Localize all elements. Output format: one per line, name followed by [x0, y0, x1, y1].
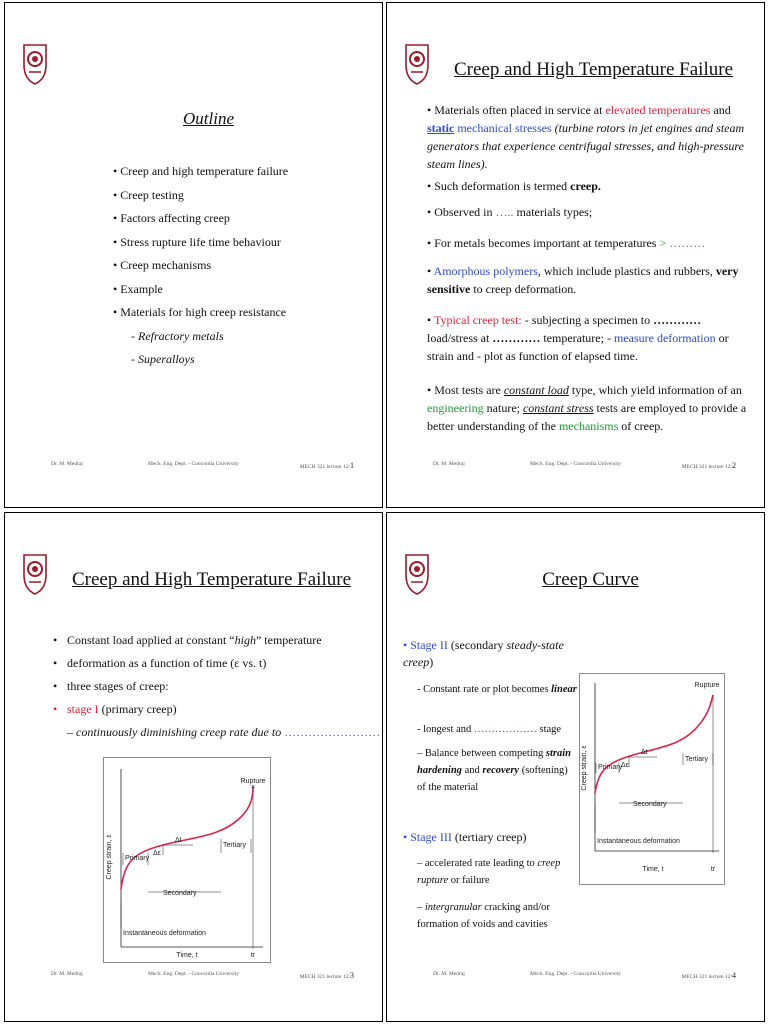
x-axis-label: Time, t [176, 952, 198, 959]
slide-footer [387, 971, 764, 985]
paragraph: • Typical creep test: - subjecting a specimen to ………… load/stress at ………… temperature; - measure deformation or strain and - plot as function of elapsed time. [427, 313, 729, 363]
slide-footer [5, 971, 382, 985]
list-item: – continuously diminishing creep rate due to …………………… [67, 725, 381, 739]
instantaneous-deformation-label: Instantaneous deformation [123, 930, 206, 937]
list-subitem: – accelerated rate leading to creep rupture or failure [417, 858, 561, 886]
paragraph: • Materials often placed in service at elevated temperatures and static mechanical stresses (turbine rotors in jet engines and steam generators that experience centrifugal stresses, and high-pressure steam lines). [427, 103, 745, 171]
y-axis-label: Creep strain, ε [106, 834, 113, 880]
slide-title: Outline [183, 109, 234, 128]
list-subitem: - Superalloys [131, 352, 195, 366]
footer-course: MECH 321 lecture 12/2 [681, 461, 736, 470]
delta-e-label: Δε [621, 762, 629, 769]
list-item: • Stress rupture life time behaviour [113, 234, 281, 249]
list-item: • Materials for high creep resistance [113, 305, 287, 319]
primary-label: Primary [598, 764, 623, 771]
slide-3 [4, 512, 383, 1022]
bullet-list [53, 629, 380, 744]
rupture-label: Rupture [240, 778, 266, 785]
x-axis-label: Time, t [642, 866, 664, 873]
delta-t-label: Δt [641, 749, 648, 756]
paragraph: • Most tests are constant load type, which yield information of an engineering nature; constant stress tests are employed to provide a better understanding of the mechanisms of creep. [427, 383, 747, 433]
paragraph: • Amorphous polymers, which include plastics and rubbers, very sensitive to creep deformation. [427, 264, 739, 296]
footer-dept: Mech. Eng. Dept. - Concordia University [147, 971, 240, 977]
slide-footer [5, 461, 382, 475]
page-number: 2 [732, 461, 736, 470]
page-number: 4 [732, 971, 736, 980]
list-item: • Creep testing [113, 187, 184, 202]
list-item: • deformation as a function of time (ε vs. t) [53, 656, 267, 670]
list-item: • stage I (primary creep) [53, 702, 177, 716]
tertiary-label: Tertiary [685, 756, 708, 763]
tr-label: tr [250, 952, 256, 959]
paragraph: • For metals becomes important at temperatures > ……… [427, 236, 706, 250]
footer-dept: Mech. Eng. Dept. - Concordia University [529, 461, 622, 467]
list-item: • Constant load applied at constant “high” temperature [53, 633, 322, 647]
list-subitem: - longest and ……………… stage [417, 724, 562, 735]
footer-author: Dr. M. Medraj [433, 461, 465, 467]
page-number: 3 [350, 971, 354, 980]
creep-curve-chart [579, 673, 725, 885]
slide-2 [386, 2, 765, 508]
list-item: • Creep and high temperature failure [113, 164, 289, 178]
footer-course: MECH 321 lecture 12/1 [299, 461, 354, 470]
list-item: • Example [113, 281, 163, 296]
secondary-label: Secondary [633, 801, 667, 808]
primary-label: Primary [125, 855, 150, 862]
footer-dept: Mech. Eng. Dept. - Concordia University [147, 461, 240, 467]
y-axis-label: Creep strain, ε [581, 745, 588, 791]
stage-ii-heading: • Stage II (secondary steady-state creep) [403, 638, 564, 669]
secondary-label: Secondary [163, 890, 197, 897]
list-subitem: – Balance between competing strain hardening and recovery (softening) of the material [417, 748, 571, 793]
paragraph: • Observed in ….. materials types; [427, 205, 593, 219]
footer-dept: Mech. Eng. Dept. - Concordia University [529, 971, 622, 977]
list-item: • Creep mechanisms [113, 258, 212, 272]
slide-footer [387, 461, 764, 475]
concordia-crest-icon [22, 41, 48, 85]
footer-author: Dr. M. Medraj [433, 971, 465, 977]
stage-iii-heading: • Stage III (tertiary creep) [403, 830, 527, 844]
page-number: 1 [350, 461, 354, 470]
svg-text:×: × [250, 784, 256, 791]
slide-title: Creep and High Temperature Failure [72, 569, 351, 590]
list-item: • three stages of creep: [53, 679, 169, 693]
footer-course: MECH 321 lecture 12/3 [299, 971, 354, 980]
instantaneous-deformation-label: Instantaneous deformation [597, 838, 680, 845]
creep-curve-chart [103, 757, 271, 963]
slide-title: Creep and High Temperature Failure [454, 59, 733, 80]
tertiary-label: Tertiary [223, 842, 246, 849]
slide-1 [4, 2, 383, 508]
list-subitem: – intergranular cracking and/or formation of voids and cavities [417, 902, 550, 930]
footer-author: Dr. M. Medraj [51, 461, 83, 467]
list-item: • Factors affecting creep [113, 211, 230, 225]
outline-list [113, 160, 288, 372]
paragraph: • Such deformation is termed creep. [427, 179, 601, 193]
slide-4 [386, 512, 765, 1022]
delta-e-label: Δε [153, 850, 161, 857]
list-subitem: - Refractory metals [131, 328, 224, 343]
delta-t-label: Δt [175, 837, 182, 844]
tr-label: tr [710, 866, 716, 873]
footer-author: Dr. M. Medraj [51, 971, 83, 977]
rupture-label: Rupture [694, 682, 720, 689]
list-subitem: - Constant rate or plot becomes linear [417, 684, 577, 695]
footer-course: MECH 321 lecture 12/4 [681, 971, 736, 980]
slide-title: Creep Curve [542, 569, 639, 590]
